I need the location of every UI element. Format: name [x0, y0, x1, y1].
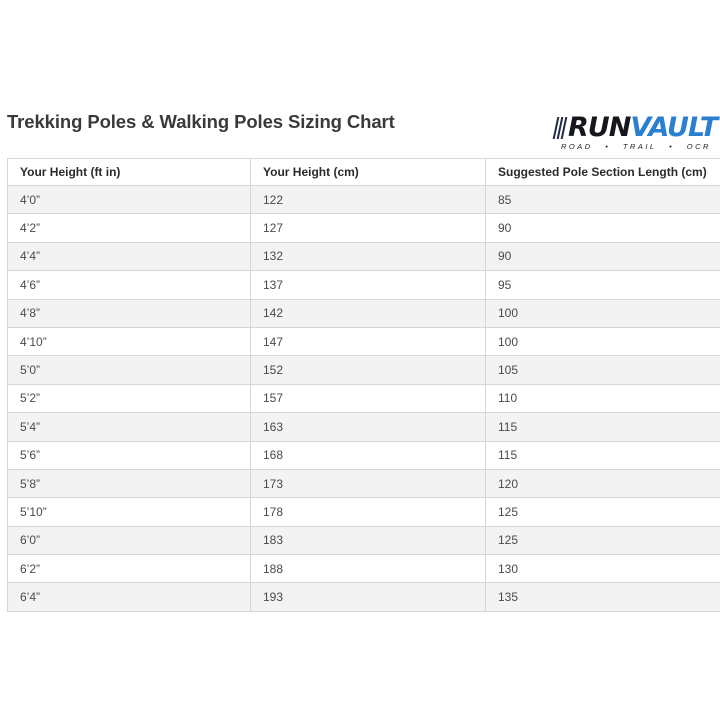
cell-height-cm: 152	[251, 356, 486, 384]
cell-pole-length: 85	[486, 186, 720, 214]
cell-pole-length: 115	[486, 441, 720, 469]
cell-height-ft-in: 5’2”	[8, 384, 251, 412]
table-row	[8, 441, 720, 469]
runvault-logo	[555, 112, 718, 153]
logo-tagline	[561, 142, 711, 151]
cell-pole-length: 125	[486, 498, 720, 526]
cell-height-ft-in: 4’4”	[8, 242, 251, 270]
logo-run-text: RUN	[568, 112, 631, 143]
cell-height-cm: 142	[251, 299, 486, 327]
page-title: Trekking Poles & Walking Poles Sizing Chart	[7, 111, 395, 132]
cell-pole-length: 90	[486, 214, 720, 242]
cell-pole-length: 110	[486, 384, 720, 412]
logo-speed-bars-icon	[553, 117, 570, 139]
cell-height-cm: 178	[251, 498, 486, 526]
cell-pole-length: 90	[486, 242, 720, 270]
table-row	[8, 413, 720, 441]
cell-height-ft-in: 5’4”	[8, 413, 251, 441]
table-row	[8, 384, 720, 412]
cell-height-cm: 193	[251, 583, 486, 611]
cell-height-cm: 168	[251, 441, 486, 469]
cell-height-ft-in: 5’6”	[8, 441, 251, 469]
table-row	[8, 214, 720, 242]
table-row	[8, 526, 720, 554]
tagline-dot: •	[605, 142, 611, 151]
tagline-ocr: OCR	[686, 142, 711, 151]
table-row	[8, 555, 720, 583]
cell-pole-length: 120	[486, 469, 720, 497]
table-row	[8, 327, 720, 355]
cell-height-ft-in: 4’6”	[8, 271, 251, 299]
table-row	[8, 356, 720, 384]
logo-wordmark	[555, 113, 717, 143]
tagline-dot: •	[669, 142, 675, 151]
header-height-ft-in: Your Height (ft in)	[8, 159, 251, 186]
cell-pole-length: 115	[486, 413, 720, 441]
header-pole-length: Suggested Pole Section Length (cm)	[486, 159, 720, 186]
cell-height-ft-in: 5’0”	[8, 356, 251, 384]
table-row	[8, 498, 720, 526]
table-header-row	[8, 159, 720, 186]
cell-height-cm: 132	[251, 242, 486, 270]
cell-height-cm: 122	[251, 186, 486, 214]
cell-height-ft-in: 5’8”	[8, 469, 251, 497]
tagline-trail: TRAIL	[622, 142, 657, 151]
cell-height-ft-in: 6’4”	[8, 583, 251, 611]
table-row	[8, 299, 720, 327]
cell-height-cm: 137	[251, 271, 486, 299]
cell-height-cm: 183	[251, 526, 486, 554]
table-row	[8, 242, 720, 270]
cell-pole-length: 95	[486, 271, 720, 299]
table-body	[8, 186, 720, 612]
table-row	[8, 469, 720, 497]
sizing-table	[7, 158, 720, 612]
cell-height-ft-in: 4’2”	[8, 214, 251, 242]
tagline-road: ROAD	[561, 142, 593, 151]
cell-pole-length: 130	[486, 555, 720, 583]
cell-pole-length: 135	[486, 583, 720, 611]
cell-height-ft-in: 4’0”	[8, 186, 251, 214]
cell-height-cm: 163	[251, 413, 486, 441]
cell-height-cm: 188	[251, 555, 486, 583]
cell-pole-length: 125	[486, 526, 720, 554]
header-height-cm: Your Height (cm)	[251, 159, 486, 186]
logo-vault-text: VAULT	[630, 112, 718, 143]
cell-pole-length: 100	[486, 299, 720, 327]
cell-height-cm: 157	[251, 384, 486, 412]
cell-height-ft-in: 5’10”	[8, 498, 251, 526]
cell-height-ft-in: 6’2”	[8, 555, 251, 583]
table-row	[8, 186, 720, 214]
cell-height-ft-in: 4’8”	[8, 299, 251, 327]
cell-height-ft-in: 6’0”	[8, 526, 251, 554]
cell-height-cm: 127	[251, 214, 486, 242]
cell-pole-length: 100	[486, 327, 720, 355]
table-row	[8, 583, 720, 611]
table-row	[8, 271, 720, 299]
cell-height-ft-in: 4’10”	[8, 327, 251, 355]
cell-pole-length: 105	[486, 356, 720, 384]
cell-height-cm: 173	[251, 469, 486, 497]
cell-height-cm: 147	[251, 327, 486, 355]
